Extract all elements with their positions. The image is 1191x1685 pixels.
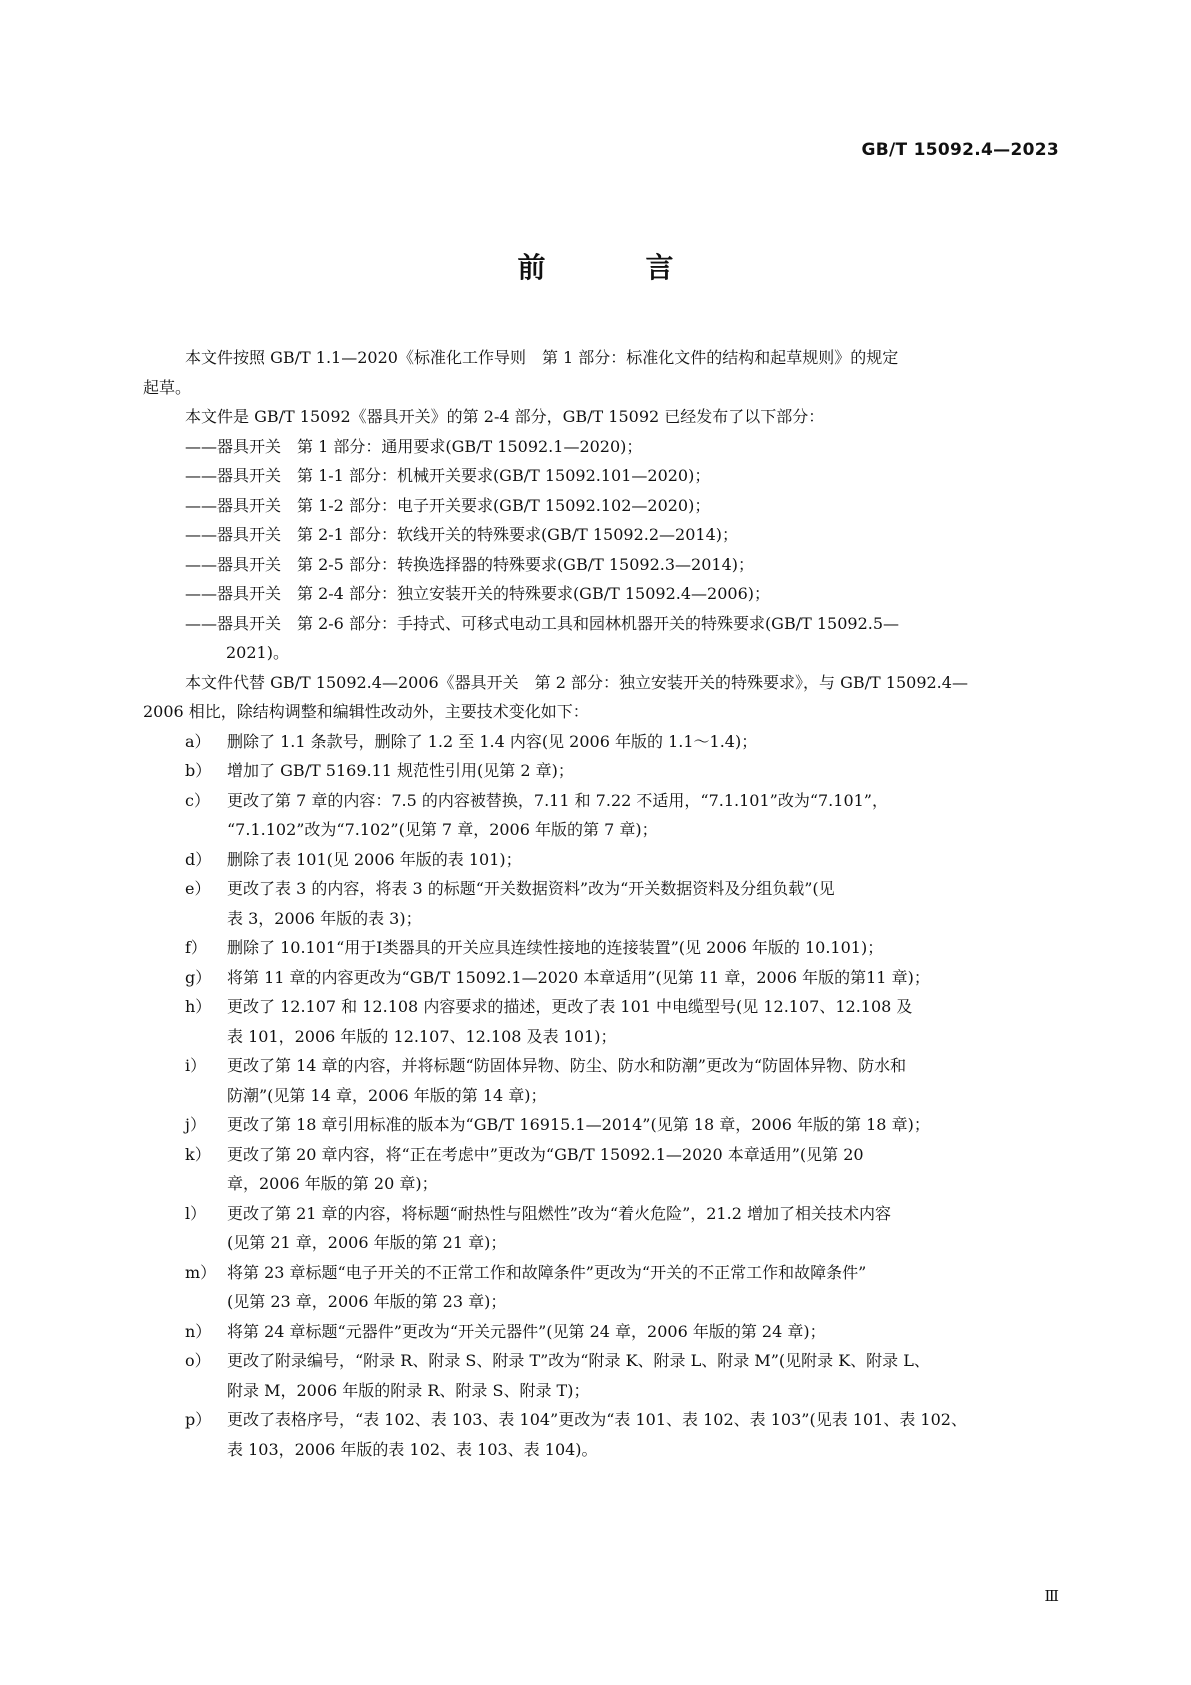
page-number: Ⅲ — [1044, 1587, 1059, 1605]
list-item — [143, 933, 1053, 963]
list-item-cont: 2021)。 — [226, 643, 289, 662]
list-marker: i） — [185, 1056, 207, 1075]
list-item-cont: 表 103，2006 年版的表 102、表 103、表 104)。 — [227, 1439, 598, 1459]
list-marker: k） — [185, 1144, 211, 1164]
list-marker: o） — [185, 1351, 211, 1370]
list-item-text: 更改了第 20 章内容，将“正在考虑中”更改为“GB/T 15092.1—2020 本章适用”(见第 20 — [227, 1144, 864, 1164]
standard-code: GB/T 15092.4—2023 — [861, 140, 1059, 160]
list-item — [143, 992, 1053, 1022]
list-item — [143, 1140, 1053, 1170]
list-marker: j） — [185, 1115, 206, 1134]
list-item — [143, 1258, 1053, 1288]
list-item-cont: 章，2006 年版的第 20 章)； — [227, 1174, 438, 1193]
document-body — [143, 343, 1053, 1464]
list-item — [143, 727, 1053, 757]
list-marker: b） — [185, 761, 212, 780]
list-item — [143, 1317, 1053, 1347]
paragraph-replacement: 本文件代替 GB/T 15092.4—2006《器具开关 第 2 部分：独立安装开关的特殊要求》，与 GB/T 15092.4— — [185, 672, 968, 692]
list-item-text: 更改了表 3 的内容，将表 3 的标题“开关数据资料”改为“开关数据资料及分组负载”(见 — [227, 879, 835, 898]
list-item-cont: (见第 23 章，2006 年版的第 23 章)； — [227, 1292, 507, 1311]
list-marker: h） — [185, 997, 212, 1016]
list-item: ——器具开关 第 2-6 部分：手持式、可移式电动工具和园林机器开关的特殊要求(GB/T 15092.5— — [185, 613, 900, 633]
list-item: ——器具开关 第 1-2 部分：电子开关要求(GB/T 15092.102—2020)； — [185, 495, 711, 515]
list-item — [143, 786, 1053, 816]
paragraph-series-intro: 本文件是 GB/T 15092《器具开关》的第 2-4 部分，GB/T 15092 已经发布了以下部分： — [185, 407, 825, 426]
list-item-text: 增加了 GB/T 5169.11 规范性引用(见第 2 章)； — [227, 761, 574, 780]
list-item — [143, 756, 1053, 786]
list-item: ——器具开关 第 2-1 部分：软线开关的特殊要求(GB/T 15092.2—2014)； — [185, 525, 738, 544]
list-item-text: 将第 23 章标题“电子开关的不正常工作和故障条件”更改为“开关的不正常工作和故障条件” — [227, 1262, 867, 1282]
list-item — [143, 1110, 1053, 1140]
list-item — [143, 963, 1053, 993]
page-title: 前 言 — [517, 251, 710, 284]
list-marker: c） — [185, 790, 210, 810]
list-item-cont: “7.1.102”改为“7.102”(见第 7 章，2006 年版的第 7 章)； — [227, 820, 658, 839]
list-item-cont: 防潮”(见第 14 章，2006 年版的第 14 章)； — [227, 1085, 547, 1105]
list-item-text: 将第 24 章标题“元器件”更改为“开关元器件”(见第 24 章，2006 年版的第 24 章)； — [227, 1321, 826, 1341]
list-item: ——器具开关 第 2-4 部分：独立安装开关的特殊要求(GB/T 15092.4—2006)； — [185, 584, 770, 603]
list-item-cont: 附录 M，2006 年版的附录 R、附录 S、附录 T)； — [227, 1380, 590, 1400]
list-marker: g） — [185, 967, 212, 987]
list-item-cont: (见第 21 章，2006 年版的第 21 章)； — [227, 1233, 507, 1252]
list-item-text: 删除了表 101(见 2006 年版的表 101)； — [227, 849, 522, 869]
list-item-text: 更改了第 18 章引用标准的版本为“GB/T 16915.1—2014”(见第 18 章，2006 年版的第 18 章)； — [227, 1115, 930, 1134]
list-item — [143, 1405, 1053, 1435]
list-item-text: 删除了 10.101“用于Ⅰ类器具的开关应具连续性接地的连接装置”(见 2006 年版的 10.101)； — [227, 938, 884, 957]
list-marker: a） — [185, 731, 211, 751]
list-item: ——器具开关 第 2-5 部分：转换选择器的特殊要求(GB/T 15092.3—2014)； — [185, 554, 754, 574]
list-item — [143, 845, 1053, 875]
list-item-text: 更改了附录编号，“附录 R、附录 S、附录 T”改为“附录 K、附录 L、附录 M”(见附录 K、附录 L、 — [227, 1351, 930, 1370]
list-item-text: 更改了第 14 章的内容，并将标题“防固体异物、防尘、防水和防潮”更改为“防固体异物、防水和 — [227, 1056, 907, 1075]
list-item-text: 将第 11 章的内容更改为“GB/T 15092.1—2020 本章适用”(见第 11 章，2006 年版的第11 章)； — [227, 967, 930, 987]
list-item-cont: 表 101，2006 年版的 12.107、12.108 及表 101)； — [227, 1026, 617, 1046]
list-marker: p） — [185, 1410, 212, 1429]
list-marker: f） — [185, 938, 207, 957]
paragraph-replacement-cont: 2006 相比，除结构调整和编辑性改动外，主要技术变化如下： — [143, 702, 589, 721]
list-item — [143, 1199, 1053, 1229]
list-item: ——器具开关 第 1-1 部分：机械开关要求(GB/T 15092.101—2020)； — [185, 466, 711, 485]
list-item — [143, 1051, 1053, 1081]
list-marker: e） — [185, 879, 211, 898]
list-marker: n） — [185, 1321, 212, 1341]
list-item-text: 更改了第 21 章的内容，将标题“耐热性与阻燃性”改为“着火危险”，21.2 增加了相关技术内容 — [227, 1203, 891, 1223]
list-item-text: 更改了第 7 章的内容：7.5 的内容被替换，7.11 和 7.22 不适用，“7.1.101”改为“7.101”， — [227, 790, 888, 810]
parts-list — [143, 432, 1053, 668]
list-item-text: 删除了 1.1 条款号，删除了 1.2 至 1.4 内容(见 2006 年版的 1.1～1.4)； — [227, 731, 758, 751]
list-item-text: 更改了表格序号，“表 102、表 103、表 104”更改为“表 101、表 102、表 103”(见表 101、表 102、 — [227, 1410, 967, 1429]
list-item-text: 更改了 12.107 和 12.108 内容要求的描述，更改了表 101 中电缆型号(见 12.107、12.108 及 — [227, 997, 913, 1016]
list-marker: l） — [185, 1203, 207, 1223]
paragraph-drafting-rules: 本文件按照 GB/T 1.1—2020《标准化工作导则 第 1 部分：标准化文件的结构和起草规则》的规定 — [185, 348, 899, 367]
list-item — [143, 874, 1053, 904]
list-item: ——器具开关 第 1 部分：通用要求(GB/T 15092.1—2020)； — [185, 436, 643, 456]
list-item — [143, 1346, 1053, 1376]
list-marker: d） — [185, 849, 212, 869]
list-marker: m） — [185, 1262, 217, 1282]
paragraph-drafting-rules-cont: 起草。 — [143, 377, 192, 397]
changes-list — [143, 727, 1053, 1465]
list-item-cont: 表 3，2006 年版的表 3)； — [227, 908, 422, 928]
